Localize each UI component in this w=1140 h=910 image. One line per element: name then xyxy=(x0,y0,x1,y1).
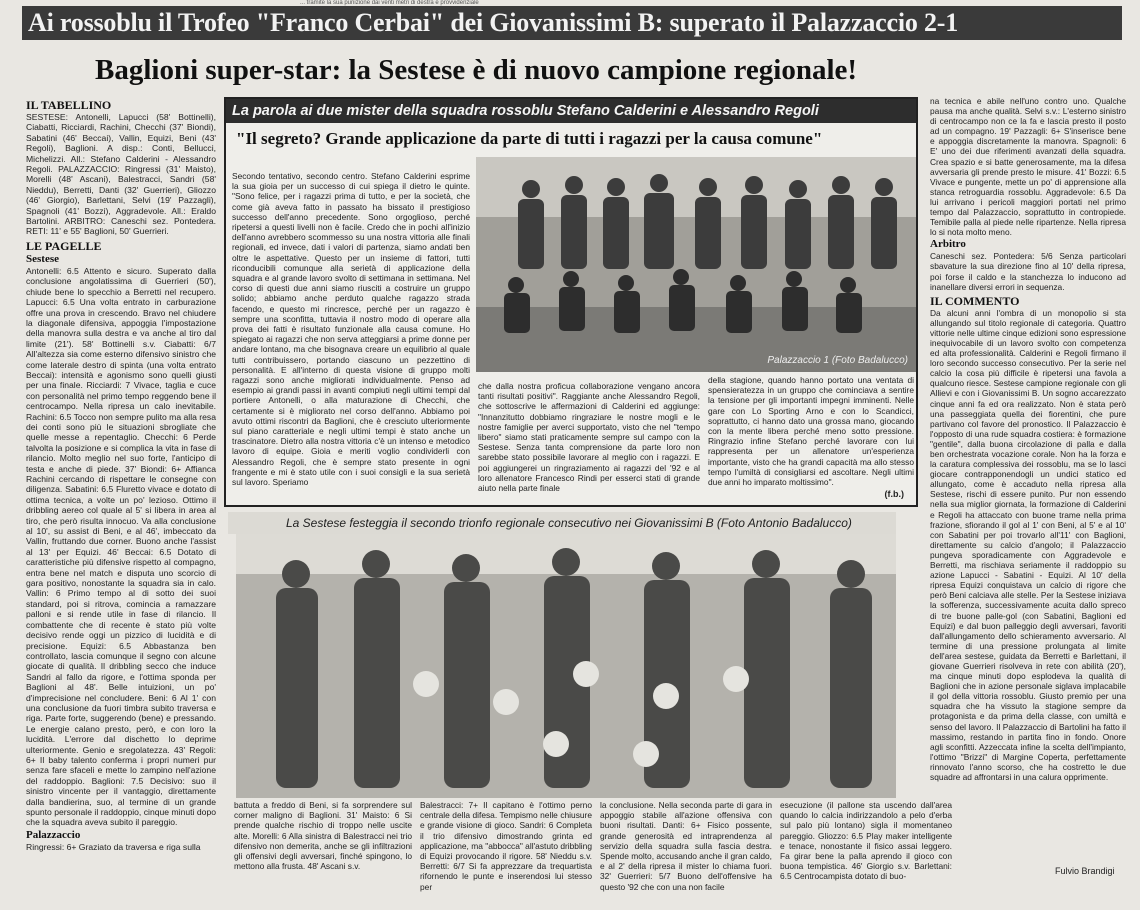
interview-col-3 xyxy=(708,375,914,488)
bottom-col-2-text: Balestracci: 7+ Il capitano è l'ottimo perno centrale della difesa. Tempismo nelle chiusure e grande visione di gioco. Sandri: 6 Completa il trio difensivo dimostrando grinta ed applicazione, ma "abbocca" all'astuto dribbling di Equizi provocando il rigore. 58' Nieddu s.v. Berretti: 6/7 Si fa apprezzare da trequartista rifornendo le punte e inserendosi lui stesso per xyxy=(420,800,592,892)
team-photo-caption-band xyxy=(228,512,896,534)
commento-heading: IL COMMENTO xyxy=(930,293,1020,308)
tabellino-text: SESTESE: Antonelli, Lapucci (58' Bottinelli), Ciabatti, Ricciardi, Rachini, Checchi (37' Biondi), Sabatini (46' Beccai), Vallin, Equizi, Beni (43' Regoli), Baglioni. A disp.: Conti, Bellucci, Michelizzi. All.: Stefano Calderini - Alessandro Regoli. PALAZZACCIO: Ringressi (31' Maisto), Morelli (48' Ascani), Balestracci, Sandri (58' Nieddu), Berretti, Danti (32' Guerrieri), Gliozzo (46' Giorgio), Barlettani, Selvi (19' Pazzagli), Spagnoli (41' Bozzi), Aggradevole. All.: Eraldo Bartolini. ARBITRO: Caneschi sez. Pontedera. RETI: 11' e 55' Baglioni, 50' Guerrieri. xyxy=(26,112,216,237)
right-column xyxy=(930,96,1126,862)
headline: Baglioni super-star: la Sestese è di nuovo campione regionale! xyxy=(95,54,858,86)
palazzaccio-text: Ringressi: 6+ Graziato da traversa e riga sulla xyxy=(26,841,201,852)
team-photo-caption: La Sestese festeggia il secondo trionfo regionale consecutivo nei Giovanissimi B (Foto Antonio Badalucco) xyxy=(286,516,852,530)
team-photo xyxy=(236,534,896,798)
interview-signature: (f.b.) xyxy=(884,489,904,499)
arbitro-heading: Arbitro xyxy=(930,238,966,251)
bottom-col-1-text: battuta a freddo di Beni, si fa sorprendere sul corner maligno di Baglioni. 31' Maisto: 6 Si prende qualche rischio di troppo nelle uscite alte. Morelli: 6 Alla sinistra di Balestracci nei trio difensivo non demerita, anche se gli infiltrazioni gli offensivi degli avversari, finché spingono, lo mettono alla frusta. 48' Ascani s.v. xyxy=(234,800,412,872)
interview-header xyxy=(226,99,916,123)
right-top-text: na tecnica e abile nell'uno contro uno. Qualche pausa ma anche qualità. Selvi s.v.: L'esterno sinistro di centrocampo non ce la fa e lascia presto il posto ad un compagno. 19' Pazzagli: 6+ S'inserisce bene e appoggia discretamente la manovra. Spagnoli: 6 E' uno dei due riferimenti avanzati della squadra. Crea spazio e si batte generosamente, ma la difesa avversaria gli prende presto le misure. 41' Bozzi: 6.5 Vivace e pungente, mette un po' di apprensione alla stanca retroguardia rossoblu. Aggradevole: 6.5 Da lui arrivano i pericoli maggiori portati nel primo tempo dal Palazzaccio, soprattutto in contropiede. Temibile palla al piede nelle ripartenze. Nella ripresa lo si nota molto meno. xyxy=(930,96,1126,238)
banner xyxy=(22,6,1122,40)
interview-col-2 xyxy=(478,381,700,494)
left-column xyxy=(26,96,216,908)
bottom-col-4 xyxy=(780,800,952,906)
arbitro-text: Caneschi sez. Pontedera: 5/6 Senza particolari sbavature la sua direzione fino al 10' della ripresa, poi forse il caldo e la stanchezza lo inducono ad inanellare diversi errori in sequenza. xyxy=(930,251,1126,292)
pagelle-heading: LE PAGELLE xyxy=(26,238,102,253)
author-name: Fulvio Brandigi xyxy=(1055,866,1115,876)
team-photo-image xyxy=(236,534,896,798)
interview-box xyxy=(224,97,918,507)
coaches-photo-caption: Palazzaccio 1 (Foto Badalucco) xyxy=(767,355,908,366)
tabellino-heading: IL TABELLINO xyxy=(26,98,112,112)
palazzaccio-heading: Palazzaccio xyxy=(26,828,81,841)
bottom-col-1 xyxy=(234,800,412,906)
top-strip-text: ... tramite la sua punizione dai venti metri di destra e provvidenziale xyxy=(300,0,479,6)
pagelle-text: Antonelli: 6.5 Attento e sicuro. Superato dalla conclusione angolatissima di Guerrieri (50'), chiude bene lo specchio a Berretti nel recupero. Lapucci: 6.5 Una volta entrato in carburazione offre una prova in crescendo. Bravo nel chiudere la diagonale difensiva, appoggia l'impostazione della manovra sulla destra e va anche al tiro dal limite (21'). 58' Bottinelli s.v. Ciabatti: 6/7 All'altezza sia come esterno difensivo sinistro che come laterale destro di spinta (una volta entrato Beccai): intensità e agonismo sono quelli giusti per una finale. Ricciardi: 7 Vivace, taglia e cuce con personalità nel primo tempo reggendo bene il centrocampo. Nella ripresa un calo inevitabile. Rachini: 6.5 Tocco non sempre pulito ma alla resa dei conti sono più le situazioni sbrogliate che quelle messe a repentaglio. Checchi: 6 Perde talvolta la posizione e si complica la vita in fase di rilancio. Molto meglio nel suo forte, l'anticipo di testa e anche di piede. 37' Biondi: 6+ Affianca Rachini cercando di rispettare le consegne con diligenza. Sabatini: 6.5 Fluretto vivace e dotato di ottima tecnica, a volte un po' lezioso. Ottimo il dribbling aereo col quale al 5' si libera in area al tiro, che però risulta innocuo. Va alla conclusione al 10', su assist di Beni, e al 46', imbeccato da Vallin, fruttando due corner. Buono anche l'assist al 13' per Equizi. 46' Beccai: 6.5 Dotato di caratteristiche più difensive rispetto al compagno, entra bene nel match e disputa uno scorcio di gara positivo, nonostante la squadra sia in calo. Vallin: 6 Primo tempo al di sotto dei suoi standard, poi si ritrova, comincia a ramazzare palloni e si rende utile in fase di rilancio. Il combattente che di recente è stato più volte decisivo rende oggi un pizzico di lucidità e di precisione. Equizi: 6.5 Abbastanza ben controllato, lascia comunque il segno con alcune giocate di qualità. Il dribbling secco che induce Sandri al fallo da rigore, e l'ottima sponda per Baglioni al 48'. Belle intuizioni, un po' d'imprecisione nel concludere. Beni: 6 Al 1' con una conclusione da fuori timbra subito traversa e riga. Parte forte, suggerendo (bene) e pressando. Le energie calano presto, però, e con loro la lucidità. L'errore dal dischetto lo deprime ulteriormente. Genio e sregolatezza. 43' Regoli: 6+ Il baby talento conferma i propri numeri pur senza fare sfaceli e mette lo zampino nell'azione del raddoppio. Baglioni: 7.5 Decisivo: suo il sinistro vincente per il vantaggio, direttamente dalla bandierina, suo, al termine di un grande spunto personale il raddoppio, cinque minuti dopo che la squadra aveva subito il pareggio. xyxy=(26,265,216,828)
bottom-col-4-text: esecuzione (il pallone sta uscendo dall'area quando lo calcia indirizzandolo a pelo d'erba sul palo più lontano) sigla il momentaneo pareggio. Gliozzo: 6.5 Play maker intelligente e tenace, nonostante il fisico assai leggero. Fa girar bene la palla aprendo il gioco con buona tempistica. 46' Giorgio s.v. Barlettani: 6.5 Centrocampista dotato di buo- xyxy=(780,800,952,882)
interview-col-1 xyxy=(232,171,470,501)
interview-header-text: La parola ai due mister della squadra rossoblu Stefano Calderini e Alessandro Regoli xyxy=(232,103,819,119)
sestese-heading: Sestese xyxy=(26,252,59,265)
interview-col-3-text: della stagione, quando hanno portato una ventata di spensieratezza in un gruppo che cominciava a sentire la tensione per gli importanti impegni imminenti. Nelle gare con Lo Sporting Arno e con lo Scandicci, soprattutto, ci hanno dato una grossa mano, giocando con la mente libera perché meno sotto pressione. Ringrazio infine Stefano perché lavorare con lui rappresenta per un allenatore un'esperienza importante, visto che ha grandi capacità ma allo stesso tempo l'umiltà di consigliarsi ed ascoltare. Negli ultimi due anni ho imparato moltissimo". xyxy=(708,375,914,488)
bottom-col-3-text: la conclusione. Nella seconda parte di gara in appoggio stabile all'azione offensiva con buoni risultati. Danti: 6+ Fisico possente, grande generosità ed intraprendenza al servizio della squadra sulla fascia destra. Spende molto, accusando anche il gran caldo, e al 2' della ripresa il mister lo chiama fuori. 32' Guerrieri: 5/7 Buono dell'offensive ha questo '92 che con una non facile xyxy=(600,800,772,892)
bottom-col-2 xyxy=(420,800,592,906)
coaches-photo-image xyxy=(476,157,916,372)
bottom-col-3 xyxy=(600,800,772,906)
interview-col-1-text: Secondo tentativo, secondo centro. Stefano Calderini esprime la sua gioia per un successo di cui spiega il dietro le quinte. "Sono felice, per i ragazzi prima di tutto, e per la società, che come già aveva fatto in passato ha bissato il prestigioso successo dell'anno precedente. Sono orgoglioso, perché ripetersi a questi livelli non è facile. Credo che in pochi all'inizio dell'anno avrebbero scommesso su una nostra vittoria alle finali regionali, ed invece, dati i valori di partenza, siamo andati ben oltre le aspettative. Questo per un insieme di fattori, tutti riconducibili comunque alla serietà di applicazione della squadra e al grande lavoro svolto di settimana in settimana. Nel corso di questi due anni siamo riusciti a costruire un gruppo solido; abbiamo anche perduto qualche ragazzo strada facendo, e questo mi rincresce, perché per un ragazzo è sempre una sconfitta, tuttavia il nostro modo di operare alla prova dei fatti è risultato funzionale alla causa comune. Ho spiegato ai ragazzi che non serva atteggiarsi a prime donne per andare lontano, ma che bisognava creare un equilibrio al quale tutti contribuissero, portando ciascuno un pezzettino di personalità. E all'interno di questa visione di gruppo molti ragazzi sono anche migliorati individualmente. Penso ad esempio ai grandi passi in avanti compiuti negli ultimi tempi dal portiere Antonelli, o alla maturazione di Checchi, che certamente si è migliorato nel corso dell'anno. Abbiamo poi avuto ottimi riscontri da Baglioni, che è cresciuto ulteriormente sul piano caratteriale e negli ultimi tempi è stato anche un trascinatore. Dietro alla nostra vittoria c'è un intenso e metodico lavoro di equipe. Gioia e meriti voglio condividerli con Alessandro Regoli, che è sempre stato presente in ogni frangente e mi è stato utile con i suoi consigli e la sua serietà sul lavoro. Speriamo xyxy=(232,171,470,488)
interview-subtitle: "Il segreto? Grande applicazione da parte di tutti i ragazzi per la causa comune" xyxy=(236,129,823,148)
banner-title: Ai rossoblu il Trofeo "Franco Cerbai" dei Giovanissimi B: superato il Palazzaccio 2-1 xyxy=(28,8,959,37)
commento-text: Da alcuni anni l'ombra di un monopolio si sta allungando sul titolo regionale di categoria. Quattro vittorie nelle ultime cinque edizioni sono espressione inequivocabile di un lavoro svolto con competenza ed alta professionalità. Calderini e Regoli firmano il loro secondo successo consecutivo. Per la serie nel calcio la cosa più difficile è ripetersi una favola a qualcuno riesce. Sestese campione regionale con gli Allievi e con i Giovanissimi B. Un sogno accarezzato cinque anni fa ed ora realizzato. Non è stata però una passeggiata quella dei fiorentini, che pure partivano col favore del pronostico. Il Palazzaccio è l'opposto di una rude squadra costiera: è formazione "gentile", dalla buona circolazione di palla e dalla ben orchestrata vocazione corale. Non ha la forza e la caratura complessiva dei rossoblu, ma se lo lasci giocare contrapponendogli un undici statico ed allungato, come è accaduto nella ripresa alla Sestese, rischi di essere punito. Pur non essendo nella sua miglior giornata, la formazione di Calderini e Regoli ha attaccato con buone trame nella prima frazione, sfiorando il gol al 1' con Beni, al 5' e al 10' con Sabatini per poi trovarlo all'11' con Baglioni, direttamente su calcio d'angolo; il Palazzaccio pungeva sporadicamente con Aggradevole e Berretti, ma rischiava seriamente il raddoppio su azione Lapucci - Sabatini - Equizi. Al 10' della ripresa Equizi conquistava un calcio di rigore che però Beni calciava alle stelle. Per la Sestese iniziava la sofferenza, successivamente acuita dallo spreco di tre buone palle-gol (con Sabatini, Baglioni ed Equizi) e dal buon palleggio degli avversari, favoriti dall'allungamento dello schieramento avversario. Al termine di una pressione prolungata al limite dell'area sestese, guidata da Berretti e Barlettani, il giovane Guerrieri risolveva in rete con abilità (20'), ma cinque minuti dopo esplodeva la qualità di Baglioni che in azione personale siglava implacabile il gol della vittoria rossoblu. Giusto premio per una squadra che ha vissuto la stagione sempre da protagonista e da prima della classe, con umiltà e senso del lavoro. Il Palazzaccio di Bartolini ha fatto il massimo, restando in partita fino in fondo. Onore agli sconfitti. Azzeccata infine la scelta dell'impianto, l'ottimo "Brizzi" di Margine Coperta, perfettamente rinnovato l'anno scorso, che ha costretto le due squadre ad affrontarsi in una calura opprimente. xyxy=(930,307,1126,782)
coaches-photo xyxy=(476,157,916,372)
interview-col-2-text: che dalla nostra proficua collaborazione vengano ancora tanti risultati positivi". Raggiante anche Alessandro Regoli, che sottoscrive le affermazioni di Calderini ed aggiunge: "Innanzitutto dobbiamo ringraziare le nostre mogli e le nostre famiglie per averci supportato, visto che nel "tempo libero" siamo stati praticamente sempre sul campo con la Sestese. Senza tanta comprensione da parte loro non sarebbe stato possibile lavorare al meglio con i ragazzi. E poi aggiungerei un ringraziamento ai ragazzi del '92 e al loro allenatore Francesco Rindi per esserci stati di grande aiuto nella parte finale xyxy=(478,381,700,494)
